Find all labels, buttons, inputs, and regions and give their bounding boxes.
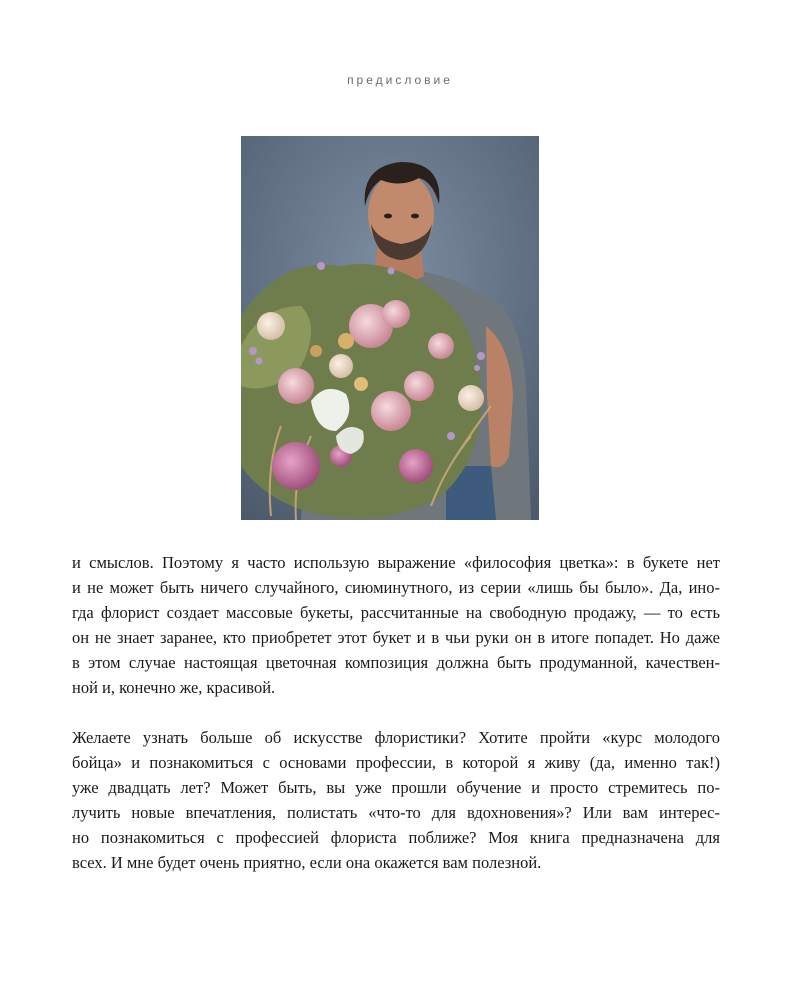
paragraph-2 bbox=[72, 725, 720, 875]
paragraph-spacer bbox=[72, 700, 720, 725]
text-line: гда флорист создает массовые букеты, рассчитанные на свободную продажу, — то есть bbox=[72, 603, 720, 622]
text-line: в этом случае настоящая цветочная композиция должна быть продуманной, качествен- bbox=[72, 653, 720, 672]
portrait-illustration bbox=[241, 136, 539, 520]
text-line: бойца» и познакомиться с основами профессии, в которой я живу (да, именно так!) bbox=[72, 753, 720, 772]
text-line: но познакомиться с профессией флориста поближе? Моя книга предназначена для bbox=[72, 828, 720, 847]
running-title: предисловие bbox=[347, 73, 453, 87]
portrait-photo bbox=[241, 136, 539, 520]
text-line: всех. И мне будет очень приятно, если она окажется вам полезной. bbox=[72, 853, 542, 872]
text-line: и не может быть ничего случайного, сиюминутного, из серии «лишь бы было». Да, ино- bbox=[72, 578, 720, 597]
text-line: Желаете узнать больше об искусстве флористики? Хотите пройти «курс молодого bbox=[72, 728, 720, 747]
text-line: лучить новые впечатления, полистать «что-то для вдохновения»? Или вам интерес- bbox=[72, 803, 720, 822]
body-text bbox=[72, 550, 720, 875]
text-line: и смыслов. Поэтому я часто использую выражение «философия цветка»: в букете нет bbox=[72, 553, 720, 572]
paragraph-1 bbox=[72, 550, 720, 700]
text-line: ной и, конечно же, красивой. bbox=[72, 678, 276, 697]
text-line: уже двадцать лет? Может быть, вы уже прошли обучение и просто стремитесь по- bbox=[72, 778, 720, 797]
text-line: он не знает заранее, кто приобретет этот букет и в чьи руки он в итоге попадет. Но даже bbox=[72, 628, 720, 647]
